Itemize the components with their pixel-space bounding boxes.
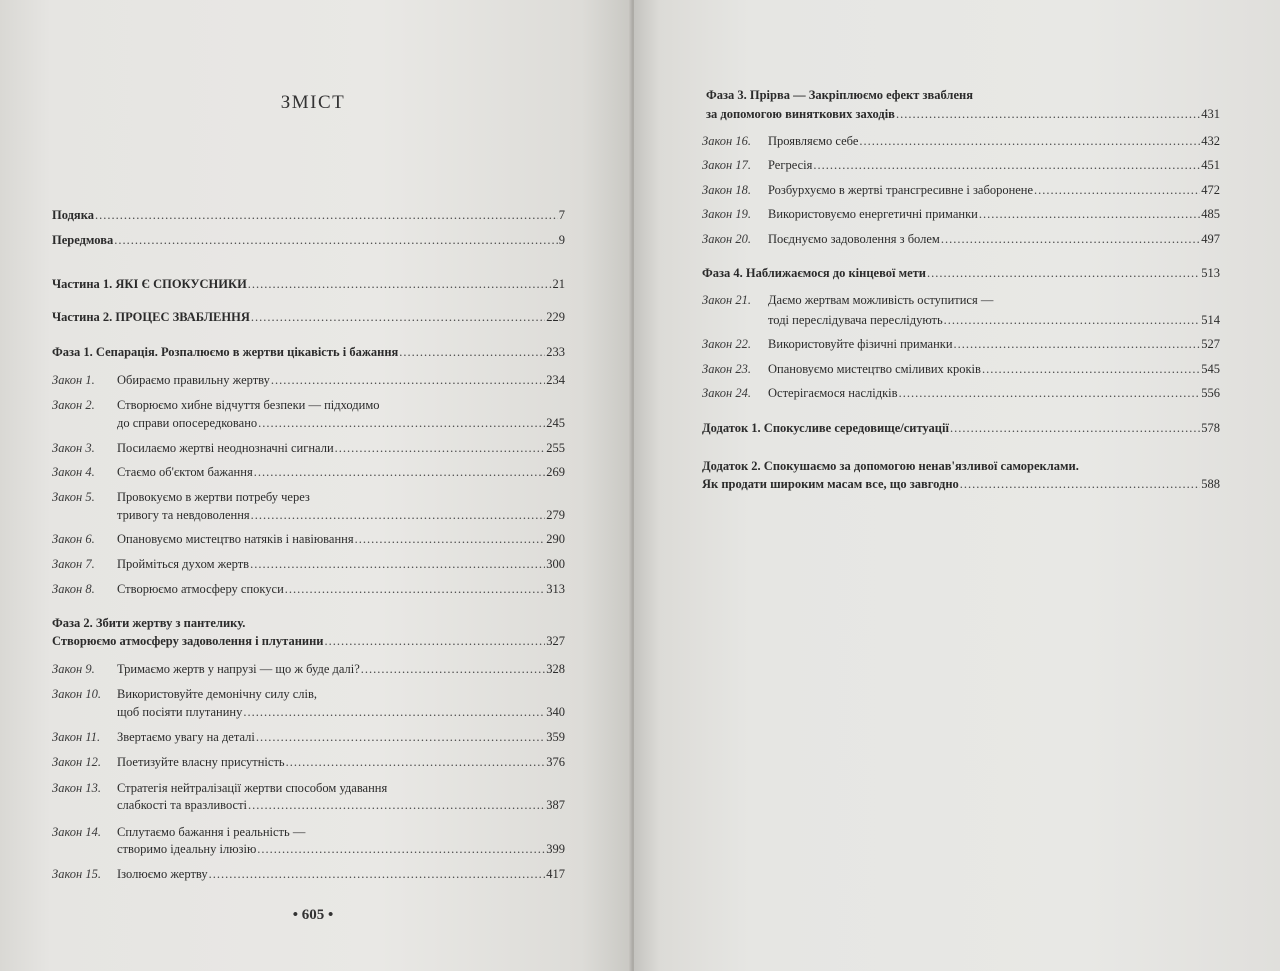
toc-law: Закон 8. Створюємо атмосферу спокуси ..... 313: [52, 581, 565, 597]
toc-law: Закон 12. Поетизуйте власну присутність ..... 376: [52, 754, 565, 770]
page-title: ЗМІСТ: [280, 92, 346, 113]
toc-law: Закон 5. Провокуємо в жертви потребу через: [52, 490, 310, 504]
toc-law: Закон 14. Сплутаємо бажання і реальність —: [52, 825, 306, 839]
toc-law: Закон 2. Створюємо хибне відчуття безпеки — підходимо: [52, 398, 380, 412]
toc-phase-continuation: Створюємо атмосферу задоволення і плутанини ..... 327: [52, 633, 565, 649]
toc-law-continuation: щоб посіяти плутанину ..... 340: [117, 704, 565, 720]
toc-law: Закон 15. Ізолюємо жертву ..... 417: [52, 866, 565, 882]
toc-appendix: Додаток 2. Спокушаємо за допомогою ненав'язливої самореклами.: [702, 459, 1079, 473]
toc-appendix-continuation: Як продати широким масам все, що завгодно ..... 588: [702, 476, 1220, 492]
toc-law: Закон 19. Використовуємо енергетичні приманки ..... 485: [702, 206, 1220, 222]
page-number: • 605 •: [292, 907, 334, 923]
toc-law: Закон 16. Проявляємо себе ..... 432: [702, 133, 1220, 149]
left-page: [0, 0, 632, 971]
toc-part: Частина 1. ЯКІ Є СПОКУСНИКИ ..... 21: [52, 276, 565, 292]
toc-law-continuation: слабкості та вразливості ..... 387: [117, 797, 565, 813]
toc-law: Закон 23. Опановуємо мистецтво сміливих кроків ..... 545: [702, 361, 1220, 377]
toc-law-continuation: до справи опосередковано ..... 245: [117, 415, 565, 431]
toc-phase: Фаза 4. Наближаємося до кінцевої мети ..... 513: [702, 265, 1220, 281]
toc-phase-continuation: за допомогою виняткових заходів ..... 431: [706, 106, 1220, 122]
toc-law: Закон 10. Використовуйте демонічну силу слів,: [52, 687, 318, 701]
toc-law: Закон 6. Опановуємо мистецтво натяків і навіювання ..... 290: [52, 531, 565, 547]
toc-phase: Фаза 2. Збити жертву з пантелику.: [52, 616, 246, 630]
toc-law-continuation: тривогу та невдоволення ..... 279: [117, 507, 565, 523]
toc-law: Закон 24. Остерігаємося наслідків ..... 556: [702, 385, 1220, 401]
toc-entry: Передмова ..... 9: [52, 232, 565, 248]
toc-law: Закон 22. Використовуйте фізичні приманки ..... 527: [702, 336, 1220, 352]
toc-entry: Подяка ..... 7: [52, 207, 565, 223]
toc-law: Закон 20. Поєднуємо задоволення з болем ..... 497: [702, 231, 1220, 247]
toc-part: Частина 2. ПРОЦЕС ЗВАБЛЕННЯ ..... 229: [52, 309, 565, 325]
toc-law: Закон 1. Обираємо правильну жертву ..... 234: [52, 372, 565, 388]
toc-law: Закон 9. Тримаємо жертв у напрузі — що ж буде далі? ..... 328: [52, 661, 565, 677]
right-page: [634, 0, 1280, 971]
toc-law: Закон 17. Регресія ..... 451: [702, 157, 1220, 173]
toc-law: Закон 7. Пройміться духом жертв ..... 300: [52, 556, 565, 572]
toc-law: Закон 13. Стратегія нейтралізації жертви способом удавання: [52, 781, 388, 795]
toc-law: Закон 4. Стаємо об'єктом бажання ..... 269: [52, 464, 565, 480]
toc-law: Закон 21. Даємо жертвам можливість оступитися —: [702, 293, 994, 307]
toc-phase: Фаза 3. Прірва — Закріплюємо ефект звабленя: [706, 88, 973, 102]
toc-law-continuation: тоді переслідувача переслідують ..... 514: [768, 312, 1220, 328]
toc-appendix: Додаток 1. Спокусливе середовище/ситуації ..... 578: [702, 420, 1220, 436]
toc-law: Закон 3. Посилаємо жертві неоднозначні сигнали ..... 255: [52, 440, 565, 456]
toc-law: Закон 18. Розбурхуємо в жертві трансгресивне і заборонене ..... 472: [702, 182, 1220, 198]
toc-law-continuation: створимо ідеальну ілюзію ..... 399: [117, 841, 565, 857]
toc-phase: Фаза 1. Сепарація. Розпалюємо в жертви цікавість і бажання ..... 233: [52, 344, 565, 360]
toc-law: Закон 11. Звертаємо увагу на деталі ..... 359: [52, 729, 565, 745]
